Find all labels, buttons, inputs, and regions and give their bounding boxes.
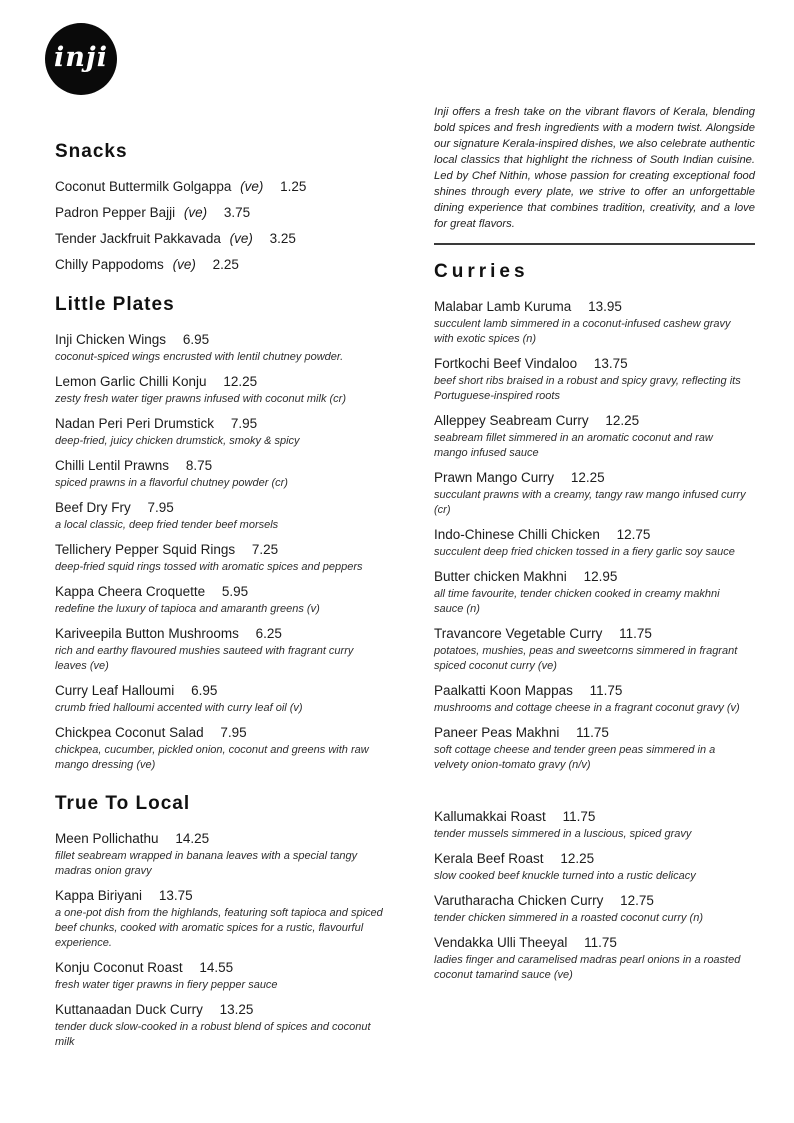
dish-price: 6.95 [191, 683, 218, 698]
curries-item-list-continued [434, 807, 755, 983]
section-title-snacks: Snacks [55, 141, 128, 162]
inji-logo-text: inji [54, 41, 108, 73]
dish-description: slow cooked beef knuckle turned into a rustic delicacy [434, 870, 696, 882]
dish-price: 7.25 [251, 542, 279, 557]
dish-description: spiced prawns in a flavorful chutney powder (cr) [55, 477, 288, 489]
dish-description: ladies finger and caramelised madras pearl onions in a roasted coconut tamarind sauce (ve) [434, 954, 741, 981]
menu-item [434, 624, 755, 674]
menu-item-line [434, 891, 755, 910]
dish-description: seabream fillet simmered in an aromatic coconut and raw mango infused sauce [434, 432, 713, 459]
dish-name: Kallumakkai Roast [434, 809, 546, 824]
dish-name: Tender Jackfruit Pakkavada [55, 231, 221, 246]
dish-description: succulent lamb simmered in a coconut-infused cashew gravy with exotic spices (n) [434, 318, 731, 345]
dish-name: Fortkochi Beef Vindaloo [434, 356, 578, 371]
dietary-tag: (ve) [183, 205, 208, 220]
menu-item [55, 456, 388, 491]
dish-price: 13.95 [588, 299, 622, 314]
menu-item-line [55, 229, 388, 248]
dish-name: Alleppey Seabream Curry [434, 413, 589, 428]
left-column [55, 0, 388, 1070]
menu-item [55, 498, 388, 533]
dish-name: Coconut Buttermilk Golgappa [55, 179, 232, 194]
dish-price: 12.25 [605, 413, 640, 428]
menu-item-line [55, 203, 388, 222]
dish-description: crumb fried halloumi accented with curry leaf oil (v) [55, 702, 303, 714]
section-title-little-plates: Little Plates [55, 294, 175, 315]
dish-name: Prawn Mango Curry [434, 470, 555, 485]
dish-price: 11.75 [576, 725, 609, 740]
dish-name: Kariveepila Button Mushrooms [55, 626, 239, 641]
menu-item [55, 414, 388, 449]
menu-item [434, 933, 755, 983]
menu-item [55, 958, 388, 993]
dish-name: Inji Chicken Wings [55, 332, 167, 347]
menu-item [55, 540, 388, 575]
menu-item-line [55, 582, 388, 601]
dish-price: 1.25 [280, 179, 307, 194]
dish-price: 3.25 [269, 231, 296, 246]
menu-item [55, 723, 388, 773]
menu-item-line [55, 886, 388, 905]
menu-item [434, 681, 755, 716]
dish-name: Nadan Peri Peri Drumstick [55, 416, 215, 431]
dish-name: Padron Pepper Bajji [55, 205, 176, 220]
dish-description: succulant prawns with a creamy, tangy raw mango infused curry (cr) [434, 489, 746, 516]
snacks-item-list [55, 177, 388, 274]
dish-description: deep-fried squid rings tossed with aromatic spices and peppers [55, 561, 363, 573]
dish-description: fillet seabream wrapped in banana leaves with a special tangy madras onion gravy [55, 850, 358, 877]
dish-price: 13.25 [219, 1002, 254, 1017]
dish-description: chickpea, cucumber, pickled onion, coconut and greens with raw mango dressing (ve) [55, 744, 369, 771]
dish-price: 11.75 [589, 683, 623, 698]
menu-item-line [434, 297, 755, 316]
menu-item [434, 468, 755, 518]
menu-item [55, 372, 388, 407]
menu-item [434, 411, 755, 461]
menu-item-line [55, 255, 388, 274]
dish-name: Vendakka Ulli Theeyal [434, 935, 568, 950]
divider-line [434, 243, 755, 245]
menu-item-line [55, 498, 388, 517]
dish-price: 12.75 [616, 527, 651, 542]
menu-item-line [434, 723, 755, 742]
little-plates-item-list [55, 330, 388, 773]
dish-description: deep-fried, juicy chicken drumstick, smoky & spicy [55, 435, 300, 447]
menu-item-line [434, 933, 755, 952]
dish-price: 3.75 [223, 205, 251, 220]
dish-price: 11.75 [619, 626, 652, 641]
menu-item-line [434, 468, 755, 487]
menu-item [434, 891, 755, 926]
menu-item [55, 330, 388, 365]
menu-item-line [55, 177, 388, 196]
menu-item [55, 255, 388, 274]
section-title-curries: Curries [434, 261, 529, 282]
menu-item-line [434, 567, 755, 586]
menu-item [55, 229, 388, 248]
dish-name: Paneer Peas Makhni [434, 725, 560, 740]
dish-name: Chickpea Coconut Salad [55, 725, 204, 740]
dish-price: 11.75 [584, 935, 617, 950]
dish-name: Meen Pollichathu [55, 831, 159, 846]
menu-item-line [55, 456, 388, 475]
dish-description: zesty fresh water tiger prawns infused with coconut milk (cr) [55, 393, 346, 405]
curries-item-list [434, 297, 755, 773]
menu-item-line [55, 414, 388, 433]
dish-description: rich and earthy flavoured mushies sauteed with fragrant curry leaves (ve) [55, 645, 354, 672]
menu-item-line [55, 1000, 388, 1019]
dish-description: beef short ribs braised in a robust and spicy gravy, reflecting its Portuguese-inspired roots [434, 375, 741, 402]
dish-description: succulent deep fried chicken tossed in a fiery garlic soy sauce [434, 546, 735, 558]
dish-name: Kuttanaadan Duck Curry [55, 1002, 203, 1017]
dish-price: 6.95 [182, 332, 210, 347]
dish-name: Kerala Beef Roast [434, 851, 544, 866]
menu-item [55, 203, 388, 222]
dish-name: Malabar Lamb Kuruma [434, 299, 572, 314]
menu-item-line [55, 681, 388, 700]
dish-description: all time favourite, tender chicken cooked in creamy makhni sauce (n) [434, 588, 720, 615]
dish-price: 14.55 [199, 960, 234, 975]
menu-item [55, 886, 388, 951]
menu-item [55, 624, 388, 674]
dish-price: 12.25 [223, 374, 258, 389]
dish-description: redefine the luxury of tapioca and amaranth greens (v) [55, 603, 320, 615]
menu-item-line [55, 372, 388, 391]
menu-item-line [55, 540, 388, 559]
menu-item [55, 681, 388, 716]
menu-item [434, 354, 755, 404]
dish-name: Varutharacha Chicken Curry [434, 893, 604, 908]
dish-description: tender mussels simmered in a luscious, spiced gravy [434, 828, 692, 840]
menu-item-line [55, 330, 388, 349]
dish-name: Lemon Garlic Chilli Konju [55, 374, 207, 389]
menu-item [434, 297, 755, 347]
menu-item [55, 1000, 388, 1050]
dish-price: 12.95 [583, 569, 618, 584]
dish-price: 7.95 [220, 725, 247, 740]
dish-description: tender duck slow-cooked in a robust blend of spices and coconut milk [55, 1021, 371, 1048]
dish-name: Chilly Pappodoms [55, 257, 164, 272]
menu-item-line [55, 958, 388, 977]
dish-price: 8.75 [185, 458, 213, 473]
dish-name: Paalkatti Koon Mappas [434, 683, 573, 698]
dish-description: tender chicken simmered in a roasted coconut curry (n) [434, 912, 704, 924]
menu-item-line [434, 849, 755, 868]
dish-price: 11.75 [562, 809, 596, 824]
menu-item [434, 525, 755, 560]
dish-price: 12.25 [570, 470, 605, 485]
menu-item [434, 807, 755, 842]
dish-description: a local classic, deep fried tender beef morsels [55, 519, 279, 531]
dish-price: 13.75 [593, 356, 628, 371]
menu-item [55, 582, 388, 617]
section-true-to-local [55, 793, 388, 1050]
dish-description: potatoes, mushies, peas and sweetcorns simmered in fragrant spiced coconut curry (ve) [434, 645, 738, 672]
dish-description: a one-pot dish from the highlands, featuring soft tapioca and spiced beef chunks, cooked with aromatic spices for a rustic, flavourful experience. [55, 907, 383, 949]
menu-item-line [434, 354, 755, 373]
section-curries [434, 261, 755, 983]
menu-item [55, 829, 388, 879]
dish-name: Kappa Biriyani [55, 888, 143, 903]
menu-item-line [55, 723, 388, 742]
dish-price: 12.25 [560, 851, 595, 866]
dish-price: 5.95 [221, 584, 249, 599]
menu-item-line [55, 829, 388, 848]
menu-item-line [434, 624, 755, 643]
dish-description: soft cottage cheese and tender green peas simmered in a velvety onion-tomato gravy (n/v) [434, 744, 716, 771]
section-little-plates [55, 294, 388, 773]
right-column [434, 0, 755, 1070]
menu-item [55, 177, 388, 196]
dish-name: Travancore Vegetable Curry [434, 626, 603, 641]
dish-name: Chilli Lentil Prawns [55, 458, 170, 473]
menu-item-line [434, 525, 755, 544]
dietary-tag: (ve) [240, 179, 264, 194]
section-snacks [55, 141, 388, 274]
section-title-true-to-local: True To Local [55, 793, 191, 814]
dish-description: coconut-spiced wings encrusted with lentil chutney powder. [55, 351, 344, 363]
dietary-tag: (ve) [229, 231, 253, 246]
menu-item-line [434, 681, 755, 700]
dish-name: Butter chicken Makhni [434, 569, 567, 584]
dish-price: 12.75 [620, 893, 654, 908]
dish-description: fresh water tiger prawns in fiery pepper sauce [55, 979, 278, 991]
dish-price: 7.95 [147, 500, 174, 515]
menu-item-line [55, 624, 388, 643]
dish-name: Curry Leaf Halloumi [55, 683, 175, 698]
menu-item-line [434, 411, 755, 430]
dietary-tag: (ve) [172, 257, 196, 272]
menu-item [434, 567, 755, 617]
dish-price: 13.75 [158, 888, 193, 903]
menu-item [434, 723, 755, 773]
dish-name: Indo-Chinese Chilli Chicken [434, 527, 600, 542]
true-to-local-item-list [55, 829, 388, 1050]
dish-price: 6.25 [255, 626, 282, 641]
dish-name: Konju Coconut Roast [55, 960, 183, 975]
dish-price: 2.25 [212, 257, 239, 272]
menu-item [434, 849, 755, 884]
dish-description: mushrooms and cottage cheese in a fragrant coconut gravy (v) [434, 702, 740, 714]
dish-name: Tellichery Pepper Squid Rings [55, 542, 236, 557]
dish-price: 14.25 [175, 831, 210, 846]
intro-paragraph: Inji offers a fresh take on the vibrant flavors of Kerala, blending bold spices and fresh ingredients with a modern twist. Alongside our signature Kerala-inspired dishes, we also celebrate authentic local classics that highlight the richness of South Indian cuisine. Led by Chef Nithin, whose passion for creating exceptional food shines through every plate, we strive to offer an unforgettable dining experience that combines tradition, creativity, and a love for great flavors. [434, 106, 755, 230]
menu-item-line [434, 807, 755, 826]
dish-name: Beef Dry Fry [55, 500, 131, 515]
dish-name: Kappa Cheera Croquette [55, 584, 206, 599]
dish-price: 7.95 [230, 416, 258, 431]
